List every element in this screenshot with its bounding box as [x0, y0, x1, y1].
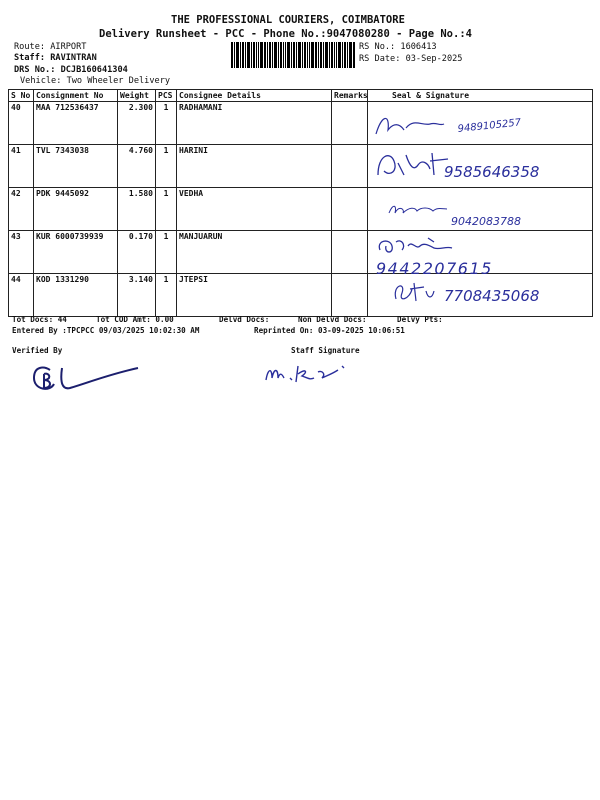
weight-cell: 4.760	[118, 145, 156, 188]
consignee-cell: VEDHA	[177, 188, 332, 231]
signature-row-43	[372, 234, 572, 276]
col-header-weight: Weight	[118, 90, 156, 102]
delivery-points: Delvy Pts:	[397, 315, 443, 324]
col-header-remarks: Remarks	[332, 90, 368, 102]
verified-signature	[10, 358, 150, 398]
sno-cell: 40	[9, 102, 34, 145]
consignee-cell: RADHAMANI	[177, 102, 332, 145]
delivered-docs: Delvd Docs:	[219, 315, 270, 324]
consignee-cell: JTEPSI	[177, 274, 332, 317]
remarks-cell	[332, 102, 368, 145]
col-header-sno: S No	[9, 90, 34, 102]
pcs-cell: 1	[156, 231, 177, 274]
col-header-seal-signature: Seal & Signature	[368, 90, 593, 102]
sno-cell: 44	[9, 274, 34, 317]
weight-cell: 1.580	[118, 188, 156, 231]
barcode-image	[231, 42, 355, 68]
signature-phone: 9442207615	[376, 259, 493, 276]
weight-cell: 0.170	[118, 231, 156, 274]
rs-date: RS Date: 03-Sep-2025	[359, 54, 463, 64]
col-header-consignee: Consignee Details	[177, 90, 332, 102]
signature-row-41	[372, 145, 587, 185]
remarks-cell	[332, 188, 368, 231]
sno-cell: 43	[9, 231, 34, 274]
consignee-cell: MANJUARUN	[177, 231, 332, 274]
total-cod-amount: Tot COD Amt: 0.00	[96, 315, 174, 324]
entered-by: Entered By :TPCPCC 09/03/2025 10:02:30 AM	[12, 326, 200, 335]
consignment-cell: TVL 7343038	[34, 145, 118, 188]
non-delivered-docs: Non Delvd Docs:	[298, 315, 367, 324]
remarks-cell	[332, 145, 368, 188]
col-header-consignment: Consignment No	[34, 90, 118, 102]
signature-row-44	[390, 277, 590, 309]
vehicle-label: Vehicle: Two Wheeler Delivery	[20, 76, 171, 86]
remarks-cell	[332, 274, 368, 317]
table-header-row	[9, 90, 593, 102]
pcs-cell: 1	[156, 145, 177, 188]
total-docs: Tot Docs: 44	[12, 315, 67, 324]
runsheet-subtitle: Delivery Runsheet - PCC - Phone No.:9047080280 - Page No.:4	[99, 28, 472, 40]
company-title: THE PROFESSIONAL COURIERS, COIMBATORE	[171, 14, 405, 26]
signature-phone: 9489105257	[457, 117, 522, 135]
weight-cell: 3.140	[118, 274, 156, 317]
consignee-cell: HARINI	[177, 145, 332, 188]
rs-number: RS No.: 1606413	[359, 42, 437, 52]
staff-signature	[262, 360, 352, 386]
sno-cell: 42	[9, 188, 34, 231]
route-label: Route: AIRPORT	[14, 42, 87, 52]
signature-row-40	[370, 108, 580, 144]
pcs-cell: 1	[156, 274, 177, 317]
consignment-cell: KOD 1331290	[34, 274, 118, 317]
consignment-cell: MAA 712536437	[34, 102, 118, 145]
consignment-cell: KUR 6000739939	[34, 231, 118, 274]
signature-phone: 7708435068	[444, 287, 540, 305]
pcs-cell: 1	[156, 102, 177, 145]
pcs-cell: 1	[156, 188, 177, 231]
sno-cell: 41	[9, 145, 34, 188]
staff-label: Staff: RAVINTRAN	[14, 53, 97, 63]
verified-by-label: Verified By	[12, 346, 63, 355]
remarks-cell	[332, 231, 368, 274]
consignment-cell: PDK 9445092	[34, 188, 118, 231]
drs-number: DRS No.: DCJB160641304	[14, 65, 128, 75]
signature-phone: 9042083788	[451, 215, 521, 228]
staff-signature-label: Staff Signature	[291, 346, 360, 355]
signature-phone: 9585646358	[444, 163, 540, 181]
weight-cell: 2.300	[118, 102, 156, 145]
col-header-pcs: PCS	[156, 90, 177, 102]
signature-row-42	[385, 195, 585, 231]
reprinted-on: Reprinted On: 03-09-2025 10:06:51	[254, 326, 405, 335]
